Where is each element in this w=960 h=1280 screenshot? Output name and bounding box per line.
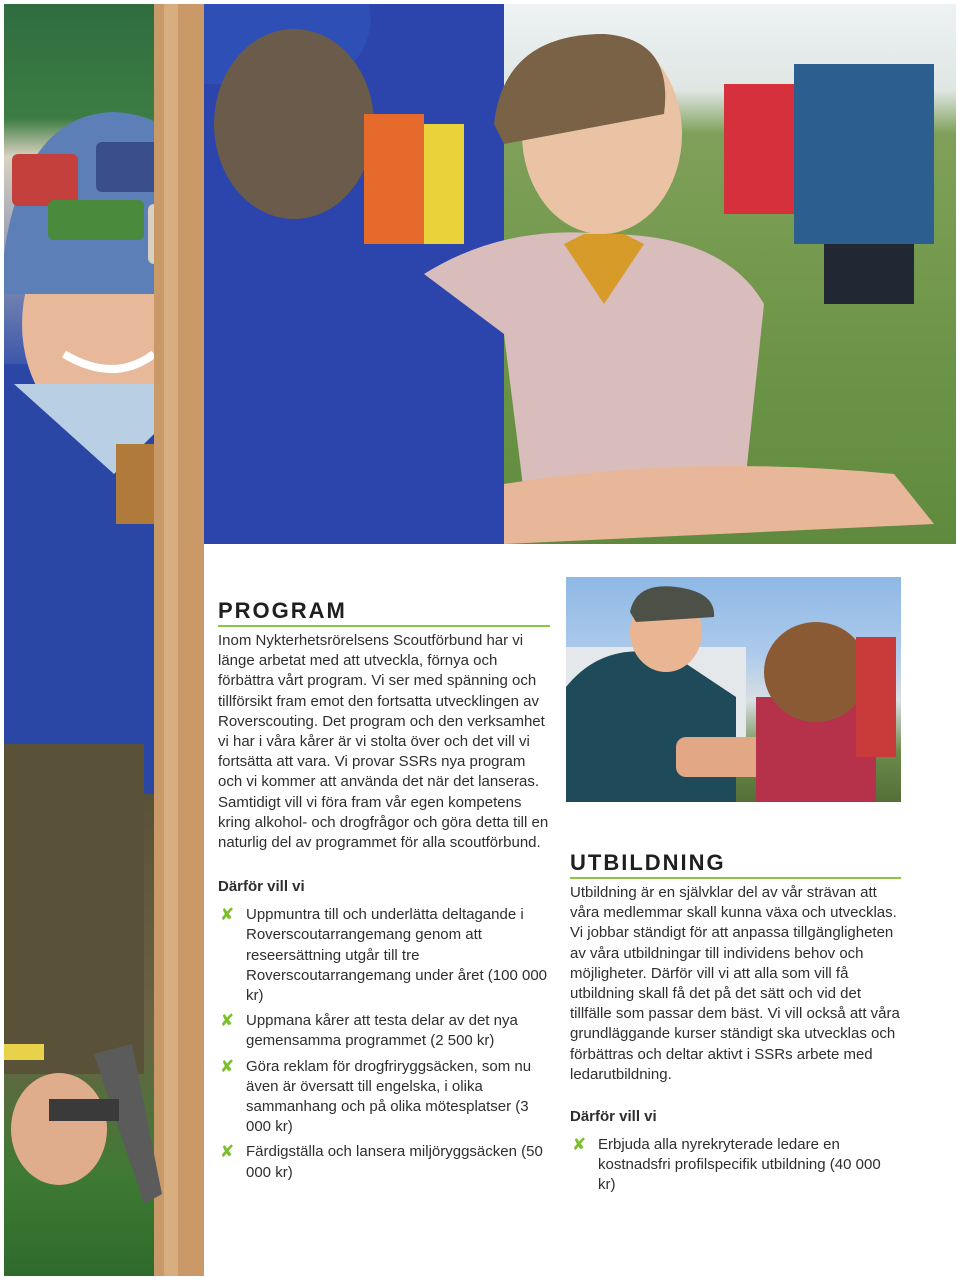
section-program bbox=[218, 598, 550, 1188]
utbildning-body: Utbildning är en självklar del av vår strävan att våra medlemmar skall kunna växa och utvecklas. Vi jobbar ständigt för att anpassa tillgängligheten av våra utbildningar till individens behov och möjligheter. Därför vill vi att alla som vill få utbildning skall få det på det sätt och vid det tillfälle som passar dem bäst. Vi vill också att våra grundläggande kurser ständigt ska utvecklas och förbättras och deltar aktivt i SSRs arbete med ledarutbildning. bbox=[570, 884, 900, 1083]
program-subheading: Därför vill vi bbox=[218, 878, 305, 896]
list-item bbox=[218, 905, 550, 1006]
section-utbildning bbox=[570, 850, 901, 1201]
list-item-text: Göra reklam för drogfriryggsäcken, som nu även är översatt till engelska, i olika sammanhang och på olika mötesplatser (3 000 kr) bbox=[246, 1057, 532, 1136]
cross-bullet-icon: ✘ bbox=[220, 1011, 235, 1031]
program-body: Inom Nykterhetsrörelsens Scoutförbund har vi länge arbetat med att utveckla, förnya och förbättra vårt program. Vi ser med spänning och tillförsikt fram emot den fortsatta utvecklingen av Roverscouting. Det program och den verksamhet vi har i våra kårer är vi stolta över och det vill vi fortsätta att vara. Vi provar SSRs nya program och vi kommer att använda det när det lanseras. Samtidigt vill vi föra fram vår egen kompetens kring alkohol- och drogfrågor och göra detta till en naturlig del av programmet för alla scoutförbund. bbox=[218, 632, 549, 852]
program-heading: PROGRAM bbox=[218, 598, 550, 627]
utbildning-bullet-list bbox=[570, 1135, 901, 1196]
utbildning-subheading: Därför vill vi bbox=[570, 1108, 657, 1126]
list-item-text: Uppmana kårer att testa delar av det nya gemensamma programmet (2 500 kr) bbox=[246, 1012, 518, 1050]
list-item-text: Färdigställa och lansera miljöryggsäcken (50 000 kr) bbox=[246, 1143, 543, 1181]
cross-bullet-icon: ✘ bbox=[220, 1056, 235, 1076]
list-item-text: Uppmuntra till och underlätta deltagande i Roverscoutarrangemang genom att reseersättning utgår till tre Roverscoutarrangemang under året (100 000 kr) bbox=[246, 906, 548, 1005]
list-item bbox=[218, 1057, 550, 1138]
list-item bbox=[218, 1011, 550, 1051]
cross-bullet-icon: ✘ bbox=[220, 1142, 235, 1162]
utbildning-heading: UTBILDNING bbox=[570, 850, 901, 879]
cross-bullet-icon: ✘ bbox=[572, 1135, 587, 1155]
list-item-text: Erbjuda alla nyrekryterade ledare en kostnadsfri profilspecifik utbildning (40 000 kr) bbox=[598, 1136, 881, 1194]
cross-bullet-icon: ✘ bbox=[220, 905, 235, 925]
program-bullet-list bbox=[218, 905, 550, 1183]
photo-leader-and-scout bbox=[566, 577, 901, 802]
photo-scouts-dancing bbox=[204, 4, 956, 544]
list-item bbox=[218, 1142, 550, 1182]
list-item bbox=[570, 1135, 901, 1196]
photo-scout-with-hat bbox=[4, 4, 204, 1276]
